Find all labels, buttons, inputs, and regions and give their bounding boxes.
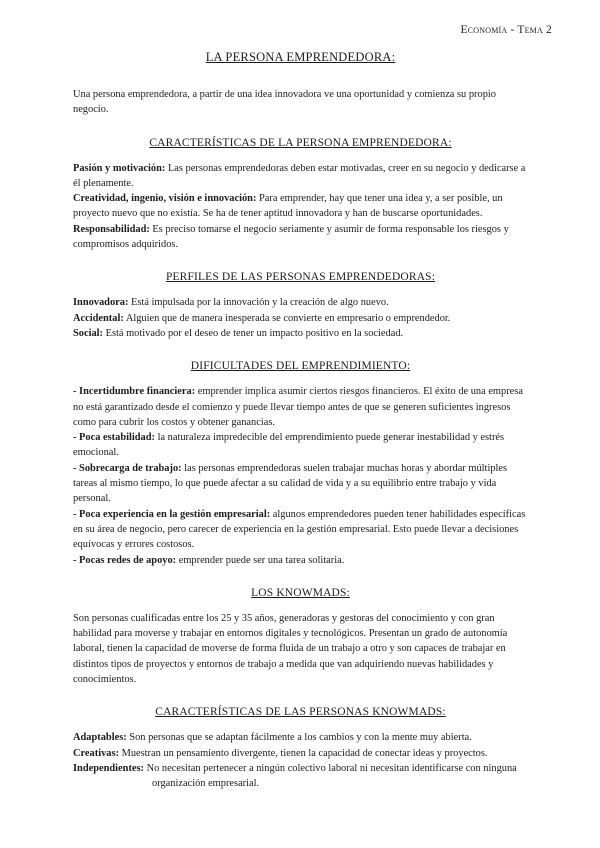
item-text: Está motivado por el deseo de tener un impacto positivo en la sociedad.: [103, 327, 404, 339]
caracteristicas-list: [73, 161, 528, 253]
intro-paragraph: Una persona emprendedora, a partir de una idea innovadora ve una oportunidad y comienza su propio negocio.: [73, 89, 496, 116]
list-item: [73, 384, 528, 430]
list-item: [73, 553, 528, 568]
item-term: Pasión y motivación:: [73, 162, 166, 174]
item-text: Las personas emprendedoras deben estar motivadas, creer en su negocio y dedicarse a él plenamente.: [73, 162, 526, 189]
list-item: [73, 295, 528, 310]
list-item: [73, 191, 528, 222]
item-text: Muestran un pensamiento divergente, tienen la capacidad de conectar ideas y proyectos.: [118, 747, 488, 759]
item-term: Social:: [73, 327, 104, 339]
item-term: Independientes:: [73, 762, 145, 774]
item-text: Para emprender, hay que tener una idea y, a ser posible, un proyecto nuevo que no existía. Se ha de tener aptitud innovadora y han de buscarse oportunidades.: [73, 193, 503, 220]
item-text: algunos emprendedores pueden tener habilidades específicas en su área de negocio, pero carecer de experiencia en la gestión empresarial. Esto puede llevar a decisiones equívocas y errores costosos.: [73, 508, 526, 551]
item-text: las personas emprendedoras suelen trabajar muchas horas y abordar múltiples tareas al mismo tiempo, lo que puede afectar a su calidad de vida y a su equilibrio entre trabajo y vida personal.: [73, 462, 508, 505]
item-term: Adaptables:: [73, 732, 127, 744]
item-text: No necesitan pertenecer a ningún colectivo laboral ni necesitan identificarse con ninguna organización empresarial.: [144, 762, 517, 790]
item-term: - Incertidumbre financiera:: [73, 386, 196, 398]
item-term: - Poca estabilidad:: [73, 432, 155, 444]
section-heading-caracteristicas-knowmads: CARACTERÍSTICAS DE LAS PERSONAS KNOWMADS:: [155, 706, 446, 719]
item-text: emprender implica asumir ciertos riesgos financieros. El éxito de una empresa no está garantizado desde el comienzo y puede llevar tiempo antes de que se generen suficientes ingresos como para cubrir los costos y obtener ganancias.: [73, 386, 523, 428]
section-heading-knowmads: LOS KNOWMADS:: [251, 586, 350, 599]
section-heading-perfiles: PERFILES DE LAS PERSONAS EMPRENDEDORAS:: [165, 271, 436, 284]
item-term: Creativas:: [73, 747, 119, 759]
list-item: [73, 326, 528, 341]
document-body: [73, 50, 528, 792]
item-text: Alguien que de manera inesperada se convierte en empresario o emprendedor.: [123, 312, 451, 324]
item-text: Son personas que se adaptan fácilmente a los cambios y con la mente muy abierta.: [126, 732, 472, 744]
item-text: la naturaleza impredecible del emprendimiento puede generar inestabilidad y estrés emocional.: [73, 432, 505, 459]
section-heading-dificultades: DIFICULTADES DEL EMPRENDIMIENTO:: [190, 360, 411, 373]
list-item: [73, 161, 528, 192]
document-title: LA PERSONA EMPRENDEDORA:: [205, 50, 396, 64]
item-term: - Sobrecarga de trabajo:: [73, 462, 182, 474]
item-term: Innovadora:: [73, 297, 129, 309]
list-item: [73, 430, 528, 461]
item-text: emprender puede ser una tarea solitaria.: [176, 554, 345, 566]
page-header: Economía - Tema 2: [460, 24, 552, 36]
perfiles-list: [73, 295, 528, 341]
caracteristicas-knowmads-list: [73, 730, 528, 791]
item-term: - Poca experiencia en la gestión empresarial:: [73, 508, 271, 520]
list-item: [73, 461, 528, 507]
item-term: - Pocas redes de apoyo:: [73, 554, 177, 566]
item-text: Es preciso tomarse el negocio seriamente y asumir de forma responsable los riesgos y compromisos adquiridos.: [73, 223, 509, 251]
item-term: Responsabilidad:: [73, 223, 150, 235]
dificultades-list: [73, 384, 528, 568]
item-term: Creatividad, ingenio, visión e innovación:: [73, 193, 257, 205]
item-text: Está impulsada por la innovación y la creación de algo nuevo.: [128, 297, 389, 309]
knowmads-paragraph: Son personas cualificadas entre los 25 y 35 años, generadoras y gestoras del conocimiento y con gran habilidad para moverse y trabajar en entornos digitales y tecnológicos. Presentan un grado de autonomía laboral, tienen la capacidad de moverse de forma fluida de un trabajo a otro y son capaces de trabajar en distintos tipos de proyectos y entornos de trabajo a medida que van adquiriendo nuevas habilidades y conocimientos.: [73, 612, 508, 686]
list-item: [73, 222, 528, 253]
list-item: [73, 507, 528, 553]
list-item: [73, 311, 528, 326]
item-term: Accidental:: [73, 312, 124, 324]
list-item: [73, 761, 528, 792]
list-item: [73, 730, 528, 745]
list-item: [73, 746, 528, 761]
section-heading-caracteristicas: CARACTERÍSTICAS DE LA PERSONA EMPRENDEDORA:: [149, 136, 452, 149]
